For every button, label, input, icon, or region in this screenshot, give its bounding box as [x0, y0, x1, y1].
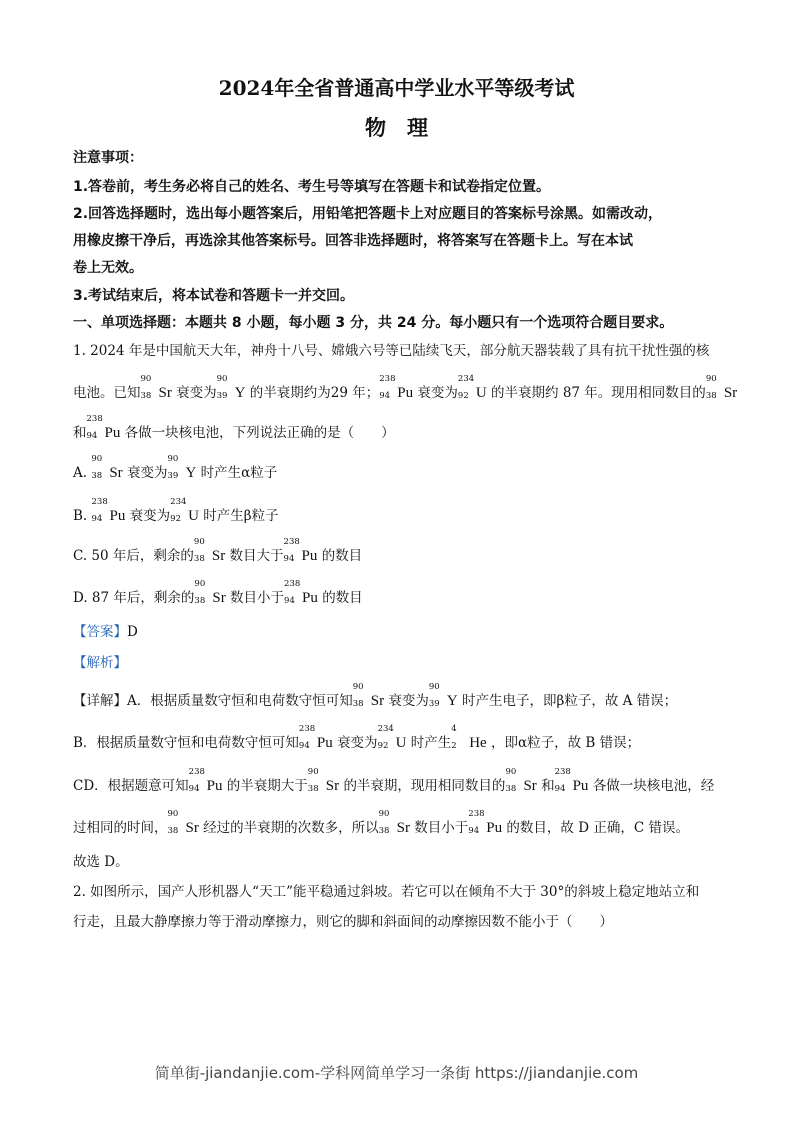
q1-detail-b: B．根据质量数守恒和电荷数守恒可知 238 94 Pu 衰变为 234 92 U 时产生 4 2 He ，即α粒子，故 B 错误； [73, 724, 641, 751]
isotope-y: 90 39 Y [428, 682, 458, 709]
q1-option-b: B. 238 94 Pu 衰变为 234 92 U 时产生β粒子 [73, 497, 279, 524]
isotope-pu: 238 94 Pu [86, 414, 121, 441]
isotope-pu: 238 94 Pu [284, 579, 318, 606]
q2-stem-line-2: 行走，且最大静摩擦力等于滑动摩擦力，则它的脚和斜面间的动摩擦因数不能小于（ ） [73, 914, 613, 930]
notice-item-1: 1.答卷前，考生务必将自己的姓名、考生号等填写在答题卡和试卷指定位置。 [73, 179, 551, 195]
isotope-pu: 238 94 Pu [283, 537, 318, 564]
page-footer: 简单街-jiandanjie.com-学科网简单学习一条街 https://jiandanjie.com [154, 1064, 639, 1082]
q1-answer [73, 622, 138, 642]
isotope-pu: 238 94 Pu [468, 809, 503, 836]
q1-option-d: D. 87 年后，剩余的 90 38 Sr 数目小于 238 94 Pu 的数目 [73, 579, 363, 606]
q1-detail-cd-cont: 过相同的时间， 90 38 Sr 经过的半衰期的次数多，所以 90 38 Sr 数目小于 238 94 Pu 的数目，故 D 正确，C 错误。 [73, 809, 689, 836]
isotope-sr: 90 38 Sr [140, 374, 172, 401]
q1-stem-line-2: 电池。已知 90 38 Sr 衰变为 90 39 Y 的半衰期约为29 年； 238 94 Pu 衰变为 234 92 U 的半衰期约 87 年。现用相同数目的 90 38 Sr [73, 374, 738, 401]
isotope-sr: 90 38 Sr [193, 537, 226, 564]
isotope-sr: 90 38 Sr [505, 767, 537, 794]
isotope-sr: 90 38 Sr [705, 374, 738, 401]
q1-detail-cd: CD．根据题意可知 238 94 Pu 的半衰期大于 90 38 Sr 的半衰期，现用相同数目的 90 38 Sr 和 238 94 Pu 各做一块核电池，经 [73, 767, 715, 794]
isotope-pu: 238 94 Pu [188, 767, 223, 794]
q1-detail-a: 【详解】A．根据质量数守恒和电荷数守恒可知 90 38 Sr 衰变为 90 39 Y 时产生电子，即β粒子，故 A 错误； [73, 682, 678, 709]
isotope-pu: 238 94 Pu [379, 374, 414, 401]
notice-heading: 注意事项： [73, 150, 143, 166]
notice-item-2-cont: 用橡皮擦干净后，再选涂其他答案标号。回答非选择题时，将答案写在答题卡上。写在本试 [73, 233, 633, 249]
isotope-pu: 238 94 Pu [91, 497, 126, 524]
section-heading: 一、单项选择题：本题共 8 小题，每小题 3 分，共 24 分。每小题只有一个选项符合题目要求。 [73, 315, 674, 331]
q1-option-a: A. 90 38 Sr 衰变为 90 39 Y 时产生α粒子 [73, 454, 278, 481]
isotope-sr: 90 38 Sr [167, 809, 199, 836]
q1-option-c: C. 50 年后，剩余的 90 38 Sr 数目大于 238 94 Pu 的数目 [73, 537, 363, 564]
isotope-u: 234 92 U [377, 724, 407, 751]
notice-item-3: 3.考试结束后，将本试卷和答题卡一并交回。 [73, 288, 355, 304]
q1-stem-line-3: 和 238 94 Pu 各做一块核电池，下列说法正确的是（ ） [73, 414, 395, 441]
isotope-y: 90 39 Y [216, 374, 246, 401]
isotope-sr: 90 38 Sr [352, 682, 385, 709]
isotope-sr: 90 38 Sr [378, 809, 410, 836]
isotope-u: 234 92 U [170, 497, 199, 524]
notice-item-2-end: 卷上无效。 [73, 260, 143, 276]
subject-title: 物 理 [365, 115, 428, 140]
isotope-sr: 90 38 Sr [307, 767, 340, 794]
notice-item-2: 2.回答选择题时，选出每小题答案后，用铅笔把答题卡上对应题目的答案标号涂黑。如需改动， [73, 206, 663, 222]
answer-value: D [127, 624, 138, 640]
isotope-he: 4 2 He [451, 724, 487, 751]
exam-title: 2024年全省普通高中学业水平等级考试 [218, 76, 575, 100]
answer-tag: 【答案】 [73, 624, 127, 640]
isotope-pu: 238 94 Pu [298, 724, 333, 751]
q1-stem-line-1: 1. 2024 年是中国航天大年，神舟十八号、嫦娥六号等已陆续飞天，部分航天器装载了具有抗干扰性强的核 [73, 343, 710, 359]
isotope-y: 90 39 Y [167, 454, 197, 481]
isotope-sr: 90 38 Sr [194, 579, 226, 606]
q1-conclusion: 故选 D。 [73, 854, 129, 870]
analysis-tag: 【解析】 [73, 655, 127, 671]
isotope-sr: 90 38 Sr [91, 454, 123, 481]
q2-stem-line-1: 2. 如图所示，国产人形机器人“天工”能平稳通过斜坡。若它可以在倾角不大于 30°的斜坡上稳定地站立和 [73, 884, 700, 900]
isotope-u: 234 92 U [457, 374, 487, 401]
isotope-pu: 238 94 Pu [554, 767, 589, 794]
